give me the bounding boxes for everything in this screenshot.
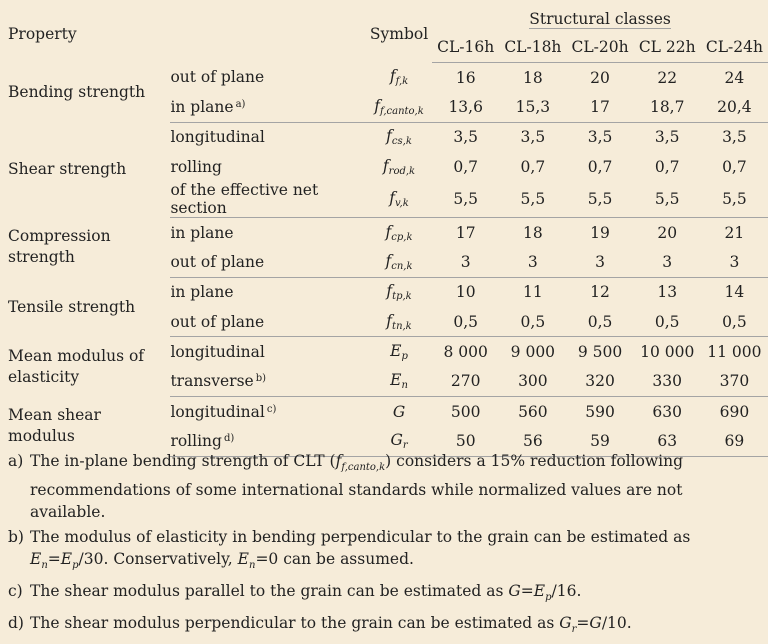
- subproperty-label: in plane: [170, 283, 234, 302]
- value-cell: 16: [455, 68, 476, 87]
- value-cell: 9 000: [510, 343, 556, 362]
- value-cell: 18: [523, 68, 543, 87]
- value-cell: 3: [634, 247, 701, 277]
- value-cell: 0,7: [654, 157, 680, 176]
- value-cell: 690: [719, 402, 750, 421]
- property-label: Tensile strength: [8, 297, 136, 316]
- value-cell: 300: [499, 367, 566, 397]
- value-cell: 0,7: [453, 157, 479, 176]
- symbol: Gr: [366, 426, 432, 456]
- footnote-ref: c): [266, 403, 277, 415]
- value-cell: 9 500: [577, 343, 623, 362]
- value-cell: 500: [450, 402, 481, 421]
- value-cell: 3,5: [587, 128, 613, 147]
- value-cell: 3,5: [453, 128, 479, 147]
- value-cell: 270: [432, 367, 499, 397]
- value-cell: 0,5: [566, 307, 633, 337]
- value-cell: 0,7: [587, 157, 613, 176]
- value-cell: 630: [652, 402, 682, 421]
- subproperty-label: out of plane: [170, 247, 366, 277]
- value-cell: 0,5: [634, 307, 701, 337]
- value-cell: 12: [590, 283, 610, 302]
- value-cell: 14: [724, 283, 745, 302]
- symbol: ftp,k: [386, 282, 412, 303]
- value-cell: 10 000: [640, 343, 695, 362]
- value-cell: 0,5: [432, 307, 499, 337]
- footnote-text: The in-plane bending strength of CLT $(f_{f,canto,k})$ considers a 15% reduction following recommendations of some international standards while normalized values are not available.: [30, 452, 684, 522]
- value-cell: 5,5: [634, 181, 701, 218]
- value-cell: 3: [701, 247, 768, 277]
- subproperty-label: rolling: [170, 157, 222, 176]
- value-cell: 18: [523, 223, 543, 242]
- value-cell: 15,3: [499, 92, 566, 122]
- property-label: Shear strength: [8, 160, 127, 179]
- value-cell: 22: [657, 68, 678, 87]
- value-cell: 21: [724, 223, 745, 242]
- value-cell: 370: [701, 367, 768, 397]
- header-structural-classes: Structural classes: [529, 10, 671, 28]
- value-cell: 24: [724, 68, 745, 87]
- value-cell: 20,4: [701, 92, 768, 122]
- subproperty-label: longitudinal: [170, 128, 265, 147]
- symbol: ff,canto,k: [366, 92, 432, 122]
- value-cell: 63: [634, 426, 701, 456]
- value-cell: 0,7: [722, 157, 747, 176]
- symbol: ff,k: [389, 67, 409, 88]
- footnote-letter: a): [8, 452, 24, 470]
- properties-table: [0, 6, 768, 457]
- property-label: Compression strength: [8, 227, 111, 267]
- value-cell: 0,5: [701, 307, 768, 337]
- subproperty-label: longitudinal: [170, 343, 265, 362]
- subproperty-label: transverse $^{b)}$: [170, 367, 366, 397]
- value-cell: 3: [432, 247, 499, 277]
- table-row: [0, 277, 768, 307]
- value-cell: 13: [657, 283, 678, 302]
- symbol: fcn,k: [366, 247, 432, 277]
- table-row: [0, 396, 768, 426]
- footnote-ref: b): [255, 373, 267, 385]
- footnote-letter: b): [8, 528, 24, 547]
- value-cell: 19: [590, 223, 610, 242]
- footnote-text: The shear modulus parallel to the grain can be estimated as $G=E_p/16$.: [30, 582, 582, 604]
- value-cell: 50: [432, 426, 499, 456]
- value-cell: 17: [455, 223, 476, 242]
- value-cell: 0,7: [520, 157, 546, 176]
- header-class: CL-18h: [499, 32, 566, 63]
- table-body: [0, 63, 768, 457]
- value-cell: 20: [590, 68, 610, 87]
- subproperty-label: out of plane: [170, 68, 265, 87]
- header-class: CL-16h: [432, 32, 499, 63]
- symbol: En: [366, 367, 432, 397]
- value-cell: 0,5: [499, 307, 566, 337]
- value-cell: 5,5: [701, 181, 768, 218]
- table-row: [0, 337, 768, 367]
- value-cell: 5,5: [499, 181, 566, 218]
- value-cell: 3: [566, 247, 633, 277]
- value-cell: 330: [634, 367, 701, 397]
- footnote-text: The shear modulus perpendicular to the grain can be estimated as $G_r=G/10$.: [30, 614, 632, 636]
- subproperty-label: in plane: [170, 223, 234, 242]
- subproperty-label: out of plane: [170, 307, 366, 337]
- header-class: CL 22h: [634, 32, 701, 63]
- symbol: frod,k: [382, 156, 416, 177]
- subproperty-label: rolling $^{d)}$: [170, 426, 366, 456]
- value-cell: 3,5: [722, 128, 747, 147]
- property-label: Mean modulus of elasticity: [8, 346, 145, 386]
- value-cell: 5,5: [432, 181, 499, 218]
- header-row-1: [0, 6, 768, 32]
- value-cell: 13,6: [432, 92, 499, 122]
- value-cell: 560: [518, 402, 548, 421]
- header-class: CL-24h: [701, 32, 768, 63]
- symbol: ftn,k: [366, 307, 432, 337]
- value-cell: 69: [701, 426, 768, 456]
- value-cell: 320: [566, 367, 633, 397]
- symbol: fcp,k: [385, 222, 413, 243]
- symbol: fcs,k: [386, 127, 412, 148]
- table-row: [0, 122, 768, 152]
- table-row: [0, 218, 768, 248]
- value-cell: 8 000: [443, 343, 488, 362]
- value-cell: 5,5: [566, 181, 633, 218]
- symbol: Ep: [390, 342, 408, 363]
- value-cell: 56: [499, 426, 566, 456]
- subproperty-label: of the effective net section: [170, 181, 366, 218]
- footnote: [8, 526, 762, 577]
- footnote: [8, 612, 762, 641]
- value-cell: 17: [566, 92, 633, 122]
- footnote: [8, 580, 762, 609]
- header-class: CL-20h: [566, 32, 633, 63]
- footnote-ref: a): [235, 98, 246, 110]
- symbol: G: [392, 402, 406, 421]
- header-symbol: Symbol: [369, 25, 429, 44]
- footnote-ref: d): [223, 432, 235, 444]
- table-row: [0, 63, 768, 93]
- value-cell: 10: [455, 283, 476, 302]
- property-label: Mean shear modulus: [8, 406, 101, 446]
- subproperty-label: longitudinal $^{c)}$: [170, 402, 277, 421]
- footnote-letter: d): [8, 614, 24, 633]
- value-cell: 11 000: [707, 343, 762, 362]
- value-cell: 3: [499, 247, 566, 277]
- header-property: Property: [8, 25, 77, 44]
- value-cell: 590: [585, 402, 615, 421]
- value-cell: 18,7: [634, 92, 701, 122]
- value-cell: 59: [566, 426, 633, 456]
- symbol: fv,k: [366, 181, 432, 218]
- value-cell: 20: [657, 223, 678, 242]
- footnote-letter: c): [8, 582, 23, 601]
- value-cell: 3,5: [520, 128, 546, 147]
- header-subproperty: [170, 6, 366, 63]
- subproperty-label: in plane $^{a)}$: [170, 92, 366, 122]
- property-label: Bending strength: [8, 82, 146, 101]
- footnotes: [8, 450, 762, 644]
- value-cell: 3,5: [654, 128, 680, 147]
- footnote: [8, 450, 762, 523]
- footnote-text: The modulus of elasticity in bending perpendicular to the grain can be estimated as $E_n=E_p/30$. Conservatively, $E_n=0$ can be assumed.: [30, 528, 691, 572]
- value-cell: 11: [523, 283, 543, 302]
